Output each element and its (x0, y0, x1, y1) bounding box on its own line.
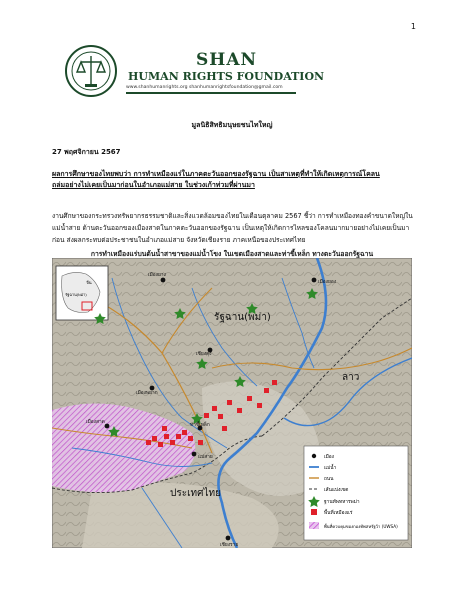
label-mong-hpyak: เมืองพยาก (136, 391, 158, 396)
mine-site (204, 413, 209, 418)
mine-site (176, 434, 181, 439)
org-website: www.shanhumanrights.org shanhumanrightsfoundation@gmail.com (126, 85, 283, 90)
town-marker (105, 424, 110, 429)
mining-map (52, 258, 412, 548)
label-shan-state: รัฐฉาน(พม่า) (214, 312, 271, 323)
legend-uwsa-symbol (309, 522, 319, 529)
document-title (52, 169, 420, 191)
inset-china-label: จีน (86, 280, 92, 285)
mine-site (222, 426, 227, 431)
town-marker (312, 278, 317, 283)
page-number: 1 (410, 22, 416, 31)
mine-site (164, 434, 169, 439)
org-name: SHAN (196, 50, 258, 70)
organization-logo (64, 44, 118, 98)
map-caption: การทำเหมืองแร่บนต้นน้ำสาขาของแม่น้ำโขง ในเขตเมืองสาดและท่าขี้เหล็ก ทางตะวันออกรัฐฉาน (90, 250, 374, 258)
mine-site (182, 430, 187, 435)
mine-site (162, 426, 167, 431)
legend-uwsa: พื้นที่ควบคุมของกองทัพสหรัฐว้า (UWSA) (324, 524, 398, 529)
legend-town-symbol (312, 454, 316, 458)
document-title-line1: ผลการศึกษาของไทยพบว่า การทำเหมืองแร่ในภาคตะวันออกของรัฐฉาน เป็นสาเหตุที่ทำให้เกิดเหตุการณ์โคลน (52, 170, 380, 178)
mine-site (188, 436, 193, 441)
mine-site (247, 396, 252, 401)
legend-river: แม่น้ำ (324, 466, 337, 471)
header-divider (126, 92, 296, 94)
mine-site (212, 406, 217, 411)
legend-mine-symbol (311, 509, 317, 515)
label-kengtung: เชียงตุง (196, 352, 212, 357)
mine-site (170, 440, 175, 445)
document-organization: มูลนิธิสิทธิมนุษยชนไทใหญ่ (191, 121, 273, 129)
document-date: 27 พฤศจิกายน 2567 (52, 148, 121, 156)
town-marker (150, 386, 155, 391)
mine-site (158, 442, 163, 447)
legend-mine: พื้นที่เหมืองแร่ (324, 511, 353, 516)
legend-town: เมือง (324, 455, 335, 460)
label-thailand: ประเทศไทย (170, 488, 221, 499)
mine-site (198, 440, 203, 445)
mine-site (227, 400, 232, 405)
legend-road: ถนน (324, 477, 334, 482)
label-mae-sai: แม่สาย (198, 455, 213, 460)
document-paragraph: งานศึกษาของกระทรวงทรัพยากรธรรมชาติและสิ่งแวดล้อมของไทยในเดือนตุลาคม 2567 ชี้ว่า การทำเหมืองทองคำขนาดใหญ่ในแม่น้ำสาย ด้านตะวันออกของเมืองสาดในภาคตะวันออกของรัฐฉาน เป็นเหตุให้เกิดการไหลของโคลนมากมายอย่างไม่เคยเป็นมาก่อน ส่งผลกระทบต่อประชาชนในอำเภอแม่สาย จังหวัดเชียงราย ภาคเหนือของประเทศไทย (52, 212, 413, 244)
label-mong-yang: เมืองยาง (148, 273, 166, 278)
org-subtitle: HUMAN RIGHTS FOUNDATION (128, 70, 325, 83)
mine-site (218, 414, 223, 419)
label-tachileik: ท่าขี้เหล็ก (190, 423, 210, 428)
mine-site (146, 440, 151, 445)
mine-site (257, 403, 262, 408)
legend-army-base: ฐานทัพทหารพม่า (324, 500, 360, 505)
mine-site (237, 408, 242, 413)
label-mong-hsat: เมืองสาด (86, 420, 105, 425)
mine-site (152, 436, 157, 441)
town-marker (192, 452, 197, 457)
mine-site (264, 388, 269, 393)
inset-shan-label: รัฐฉาน(พม่า) (65, 292, 87, 297)
legend-border: เส้นแบ่งเขต (324, 488, 349, 493)
map-legend (304, 446, 408, 540)
label-laos: ลาว (342, 372, 360, 383)
label-chiang-saen: เชียงราย (220, 543, 239, 548)
town-marker (161, 278, 166, 283)
label-mong-yawng: เมืองยอง (318, 280, 337, 285)
mine-site (272, 380, 277, 385)
town-marker (226, 536, 231, 541)
document-title-line2: ถล่มอย่างไม่เคยเป็นมาก่อนในอำเภอแม่สาย ในช่วงเก้าท่วมที่ผ่านมา (52, 181, 255, 189)
inset-map (56, 266, 108, 320)
